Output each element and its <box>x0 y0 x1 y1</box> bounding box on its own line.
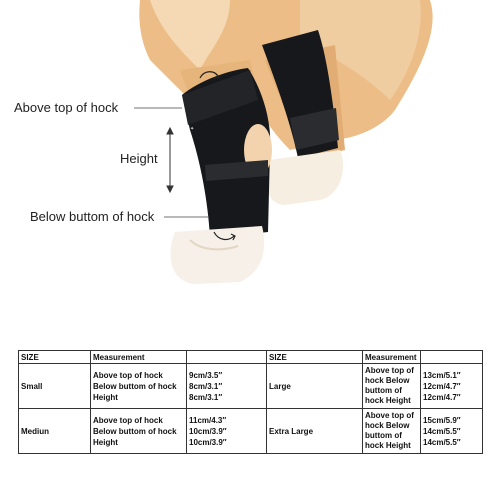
value-item: 8cm/3.1″ <box>189 381 223 391</box>
measurement-item: hock Height <box>365 441 411 450</box>
measurement-item: Above top of <box>365 366 414 375</box>
value-item: 12cm/4.7″ <box>423 381 461 391</box>
measurement-item: Height <box>93 437 118 447</box>
header-measurement-left: Measurement <box>91 351 187 364</box>
values-cell <box>187 409 267 454</box>
measurement-item: buttom of <box>365 431 402 440</box>
value-item: 8cm/3.1″ <box>189 392 223 402</box>
header-measurement-right: Measurement <box>363 351 421 364</box>
measurement-cell <box>363 364 421 409</box>
measurement-item: hock Below <box>365 421 410 430</box>
value-item: 12cm/4.7″ <box>423 392 461 402</box>
measurement-item: Below buttom of hock <box>93 426 177 436</box>
size-cell: Small <box>19 364 91 409</box>
size-cell: Large <box>267 364 363 409</box>
value-item: 14cm/5.5″ <box>423 426 461 436</box>
measurement-cell <box>91 364 187 409</box>
svg-text:✦: ✦ <box>190 126 195 132</box>
header-size-right: SIZE <box>267 351 363 364</box>
size-chart-table <box>18 350 483 454</box>
table-header-row <box>19 351 483 364</box>
measurement-cell <box>363 409 421 454</box>
measurement-item: Above top of <box>365 411 414 420</box>
measurement-item: Below buttom of hock <box>93 381 177 391</box>
measurement-cell <box>91 409 187 454</box>
measurement-item: buttom of <box>365 386 402 395</box>
values-cell <box>421 364 483 409</box>
label-above-top-of-hock: Above top of hock <box>14 100 119 115</box>
header-values-right <box>421 351 483 364</box>
size-cell: Mediun <box>19 409 91 454</box>
front-leg-brace <box>182 68 272 238</box>
label-below-bottom-of-hock: Below buttom of hock <box>30 209 155 224</box>
value-item: 13cm/5.1″ <box>423 370 461 380</box>
rear-paw <box>266 150 343 205</box>
values-cell <box>187 364 267 409</box>
value-item: 10cm/3.9″ <box>189 426 227 436</box>
measurement-item: hock Below <box>365 376 410 385</box>
table-row <box>19 409 483 454</box>
label-height: Height <box>120 151 158 166</box>
measurement-item: Above top of hock <box>93 415 163 425</box>
table-row <box>19 364 483 409</box>
value-item: 14cm/5.5″ <box>423 437 461 447</box>
measurement-item: Height <box>93 392 118 402</box>
value-item: 10cm/3.9″ <box>189 437 227 447</box>
values-cell <box>421 409 483 454</box>
height-indicator-icon <box>167 128 173 192</box>
measurement-item: Above top of hock <box>93 370 163 380</box>
header-size-left: SIZE <box>19 351 91 364</box>
header-values-left <box>187 351 267 364</box>
front-paw <box>171 226 265 284</box>
value-item: 11cm/4.3″ <box>189 415 227 425</box>
value-item: 15cm/5.9″ <box>423 415 461 425</box>
size-cell: Extra Large <box>267 409 363 454</box>
measurement-item: hock Height <box>365 396 411 405</box>
value-item: 9cm/3.5″ <box>189 370 223 380</box>
